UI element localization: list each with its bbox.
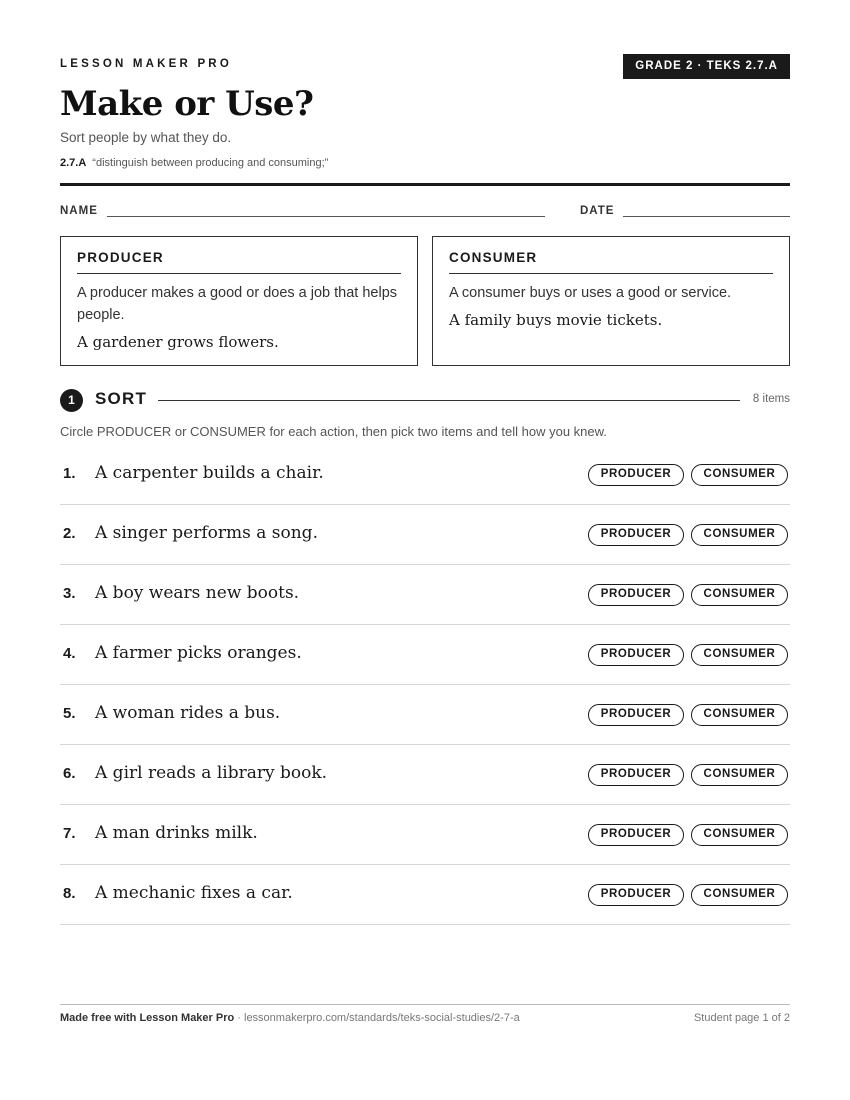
consumer-choice-button[interactable]: CONSUMER: [691, 464, 788, 486]
consumer-heading-rule: [449, 273, 773, 274]
consumer-choice-button[interactable]: CONSUMER: [691, 884, 788, 906]
section-header: [60, 388, 790, 412]
header-divider: [60, 183, 790, 186]
name-field[interactable]: [107, 216, 545, 217]
consumer-choice-button[interactable]: CONSUMER: [691, 584, 788, 606]
list-item: [60, 865, 790, 925]
producer-choice-button[interactable]: PRODUCER: [588, 644, 684, 666]
item-text: A carpenter builds a chair.: [95, 463, 324, 483]
footer-divider: [60, 1004, 790, 1005]
producer-definition-box: [60, 236, 418, 366]
producer-choice-button[interactable]: PRODUCER: [588, 764, 684, 786]
producer-heading-rule: [77, 273, 401, 274]
item-text: A singer performs a song.: [95, 523, 318, 543]
producer-example: A gardener grows flowers.: [77, 333, 279, 351]
date-field[interactable]: [623, 216, 790, 217]
item-text: A farmer picks oranges.: [95, 643, 302, 663]
item-number: 7.: [63, 825, 76, 842]
producer-choice-button[interactable]: PRODUCER: [588, 584, 684, 606]
producer-choice-button[interactable]: PRODUCER: [588, 824, 684, 846]
item-text: A man drinks milk.: [95, 823, 258, 843]
item-number: 8.: [63, 885, 76, 902]
consumer-definition-box: [432, 236, 790, 366]
page-subtitle: Sort people by what they do.: [60, 130, 232, 145]
consumer-choice-button[interactable]: CONSUMER: [691, 644, 788, 666]
producer-heading: PRODUCER: [77, 250, 164, 265]
section-number: 1: [60, 389, 83, 412]
list-item: [60, 505, 790, 565]
name-date-row: [60, 204, 790, 220]
item-number: 1.: [63, 465, 76, 482]
item-number: 3.: [63, 585, 76, 602]
item-text: A mechanic fixes a car.: [95, 883, 293, 903]
producer-definition: A producer makes a good or does a job that helps people.: [77, 285, 398, 323]
list-item: [60, 625, 790, 685]
item-text: A girl reads a library book.: [95, 763, 328, 783]
item-text: A boy wears new boots.: [95, 583, 300, 603]
item-text: A woman rides a bus.: [95, 703, 281, 723]
list-item: [60, 745, 790, 805]
consumer-choice-button[interactable]: CONSUMER: [691, 704, 788, 726]
section-instructions: Circle PRODUCER or CONSUMER for each action, then pick two items and tell how you knew.: [60, 424, 607, 439]
list-item: [60, 565, 790, 625]
list-item: [60, 685, 790, 745]
list-item: [60, 445, 790, 505]
producer-choice-button[interactable]: PRODUCER: [588, 464, 684, 486]
consumer-choice-button[interactable]: CONSUMER: [691, 524, 788, 546]
producer-choice-button[interactable]: PRODUCER: [588, 524, 684, 546]
standard-text: “distinguish between producing and consuming;”: [92, 157, 329, 169]
item-count: 8 items: [752, 393, 790, 405]
footer-url[interactable]: · lessonmakerpro.com/standards/teks-social-studies/2-7-a: [237, 1012, 520, 1024]
standard-code: 2.7.A: [60, 157, 87, 169]
consumer-example: A family buys movie tickets.: [449, 311, 663, 329]
standard-line: [60, 157, 328, 169]
item-list: [60, 445, 790, 925]
consumer-choice-button[interactable]: CONSUMER: [691, 824, 788, 846]
list-item: [60, 805, 790, 865]
section-title: SORT: [95, 389, 148, 408]
top-row: [60, 54, 790, 80]
item-number: 4.: [63, 645, 76, 662]
footer-made-with: Made free with Lesson Maker Pro: [60, 1012, 235, 1024]
brand-name: LESSON MAKER PRO: [60, 58, 232, 70]
footer-credit: [60, 1012, 520, 1024]
producer-choice-button[interactable]: PRODUCER: [588, 884, 684, 906]
consumer-heading: CONSUMER: [449, 250, 538, 265]
worksheet-page: [60, 0, 790, 1100]
date-label: DATE: [580, 205, 615, 217]
producer-choice-button[interactable]: PRODUCER: [588, 704, 684, 726]
item-number: 5.: [63, 705, 76, 722]
page-title: Make or Use?: [60, 84, 314, 124]
item-number: 2.: [63, 525, 76, 542]
consumer-choice-button[interactable]: CONSUMER: [691, 764, 788, 786]
page-number: Student page 1 of 2: [693, 1012, 790, 1024]
item-number: 6.: [63, 765, 76, 782]
consumer-definition: A consumer buys or uses a good or service.: [449, 285, 732, 301]
name-label: NAME: [60, 205, 98, 217]
grade-badge: GRADE 2 · TEKS 2.7.A: [623, 54, 790, 79]
section-rule: [158, 400, 740, 401]
